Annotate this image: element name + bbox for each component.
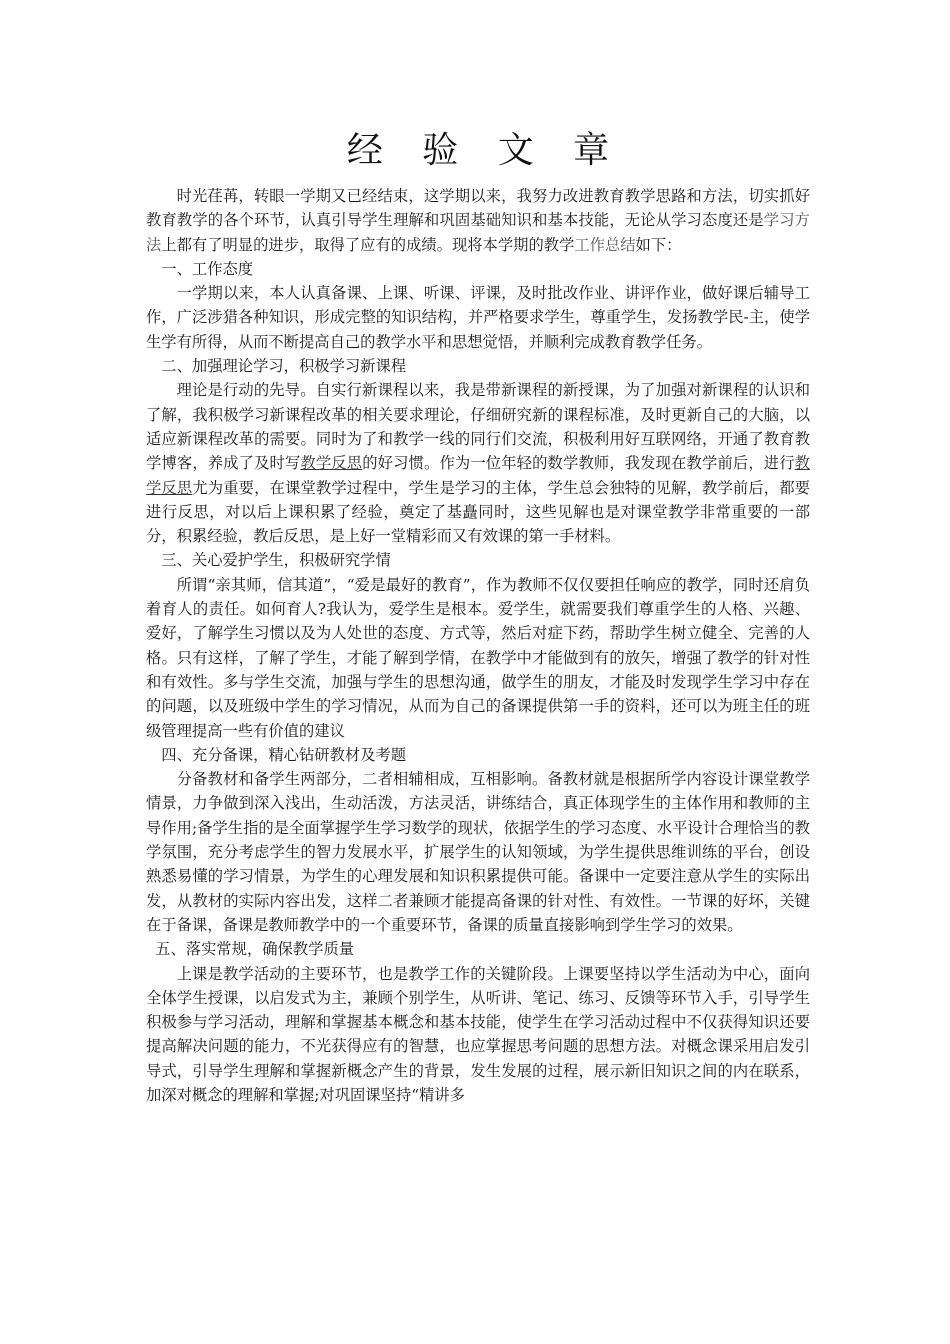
section-1-heading: 一、工作态度 — [161, 259, 254, 278]
section-3-heading: 三、关心爱护学生，积极研究学情 — [161, 551, 391, 570]
section-5-body: 上课是教学活动的主要环节，也是教学工作的关键阶段。上课要坚持以学生活动为中心，面向全体学生授课，以启发式为主，兼顾个别学生，从听讲、笔记、练习、反馈等环节入手，引导学生积极参与学习活动，理解和掌握基本概念和基本技能，使学生在学习活动过程中不仅获得知识还要提高解决问题的能力，不光获得应有的智慧，也应掌握思考问题的思想方法。对概念课采用启发引导式，引导学生理解和掌握新概念产生的背景，发生发展的过程，展示新旧知识之间的内在联系，加深对概念的理解和掌握;对巩固课坚持“精讲多 — [146, 964, 810, 1104]
section-2-body — [146, 378, 810, 548]
study-method-link[interactable]: 学习方法 — [146, 211, 810, 254]
section-2-text-3: 尤为重要，在课堂教学过程中，学生是学习的主体，学生总会独特的见解，教学前后，都要进行反思，对以后上课积累了经验，奠定了基矗同时，这些见解也是对课堂教学非常重要的一部分，积累经验，教后反思，是上好一堂精彩而又有效课的第一手材料。 — [146, 478, 810, 546]
teaching-reflection-link-1[interactable]: 教学反思 — [300, 454, 363, 473]
section-2-text-2: 的好习惯。作为一位年轻的数学教师，我发现在教学前后，进行 — [362, 454, 795, 473]
section-4-body: 分备教材和备学生两部分，二者相辅相成，互相影响。备教材就是根据所学内容设计课堂教学情景，力争做到深入浅出，生动活泼，方法灵活，讲练结合，真正体现学生的主体作用和教师的主导作用;备学生指的是全面掌握学生学习数学的现状，依据学生的学习态度、水平设计合理恰当的教学氛围，充分考虑学生的智力发展水平，扩展学生的认知领域，为学生提供思维训练的平台，创设熟悉易懂的学习情景，为学生的心理发展和知识积累提供可能。备课中一定要注意从学生的实际出发，从教材的实际内容出发，这样二者兼顾才能提高备课的针对性、有效性。一节课的好坏，关键在于备课，备课是教师教学中的一个重要环节，备课的质量直接影响到学生学习的效果。 — [146, 770, 810, 934]
section-2-text-1: 理论是行动的先导。自实行新课程以来，我是带新课程的新授课，为了加强对新课程的认识和了解，我积极学习新课程改革的相关要求理论，仔细研究新的课程标准，及时更新自己的大脑，以适应新课程改革的需要。同时为了和教学一线的同行们交流，积极利用好互联网络，开通了教育教学博客，养成了及时写 — [146, 381, 810, 473]
document-page — [146, 118, 810, 1107]
intro-text-1: 时光荏苒，转眼一学期又已经结束，这学期以来，我努力改进教育教学思路和方法，切实抓好教育教学的各个环节，认真引导学生理解和巩固基础知识和基本技能，无论从学习态度还是 — [146, 187, 810, 230]
section-1-body: 一学期以来，本人认真备课、上课、听课、评课，及时批改作业、讲评作业，做好课后辅导工作，广泛涉猎各种知识，形成完整的知识结构，并严格要求学生，尊重学生，发扬教学民-主，使学生学有所得，从而不断提高自己的教学水平和思想觉悟，并顺利完成教育教学任务。 — [146, 284, 810, 351]
page-title: 经 验 文 章 — [346, 130, 624, 171]
section-4-heading: 四、充分备课，精心钻研教材及考题 — [161, 745, 407, 764]
section-3-body: 所谓“亲其师，信其道”，“爱是最好的教育”，作为教师不仅仅要担任响应的教学，同时还肩负着育人的责任。如何育人?我认为，爱学生是根本。爱学生，就需要我们尊重学生的人格、兴趣、爱好，了解学生习惯以及为人处世的态度、方式等，然后对症下药，帮助学生树立健全、完善的人格。只有这样，了解了学生，才能了解到学情，在教学中才能做到有的放矢，增强了教学的针对性和有效性。多与学生交流，加强与学生的思想沟通，做学生的朋友，才能及时发现学生学习中存在的问题，以及班级中学生的学习情况，从而为自己的备课提供第一手的资料，还可以为班主任的班级管理提高一些有价值的建议 — [146, 575, 810, 740]
section-5-heading: 五、落实常规，确保教学质量 — [155, 940, 355, 959]
intro-paragraph — [146, 184, 810, 257]
intro-text-3: 如下： — [635, 235, 682, 254]
teaching-reflection-link-2[interactable]: 教学反思 — [146, 454, 810, 497]
section-2-heading: 二、加强理论学习，积极学习新课程 — [161, 357, 407, 376]
work-summary-link[interactable]: 工作总结 — [574, 235, 636, 254]
intro-text-2: 上都有了明显的进步，取得了应有的成绩。现将本学期的教学 — [161, 235, 575, 254]
